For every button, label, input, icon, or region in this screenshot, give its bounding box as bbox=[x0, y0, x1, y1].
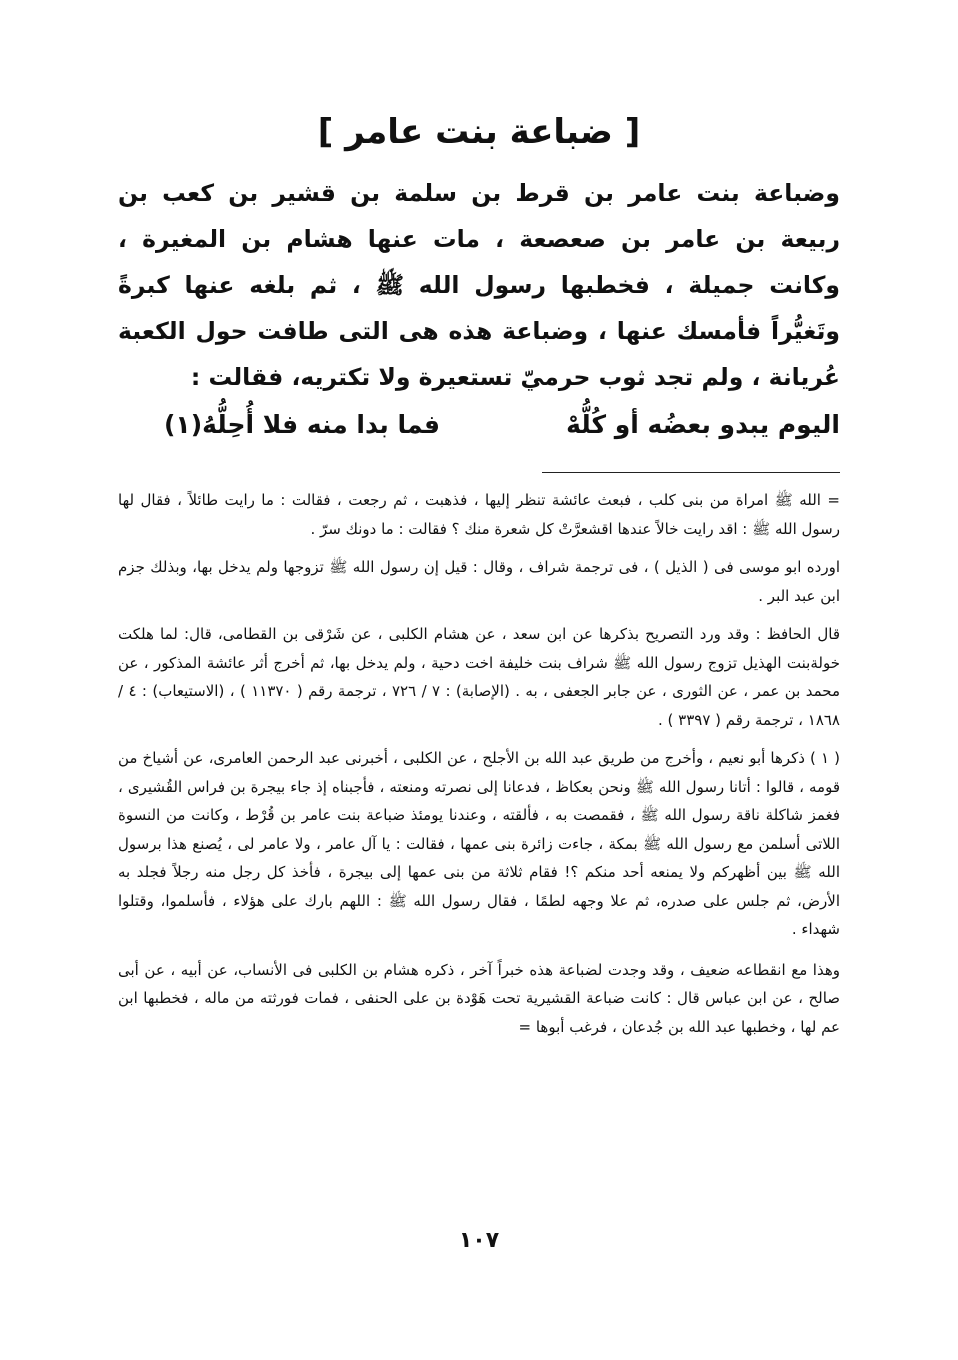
verse-hemistich-first: اليوم يبدو بعضُه أو كُلُّهْ bbox=[566, 410, 840, 439]
main-paragraph: وضباعة بنت عامر بن قرط بن سلمة بن قشير بن كعب بن ربيعة بن عامر بن صعصعة ، مات عنها هشام بن المغيرة ، وكانت جميلة ، فخطبها رسول الله ﷺ ، ثم بلغه عنها كبرةً وتَغيُّراً فأمسك عنها ، وضباعة هذه هى التى طافت حول الكعبة عُريانة ، ولم تجد ثوب حرميّ تستعيرة ولا تكتريه، فقالت : bbox=[118, 179, 840, 391]
footnote-paragraph: اورده ابو موسى فى ( الذيل ) ، فى ترجمة شراف ، وقال : قيل إن رسول الله ﷺ تزوجها ولم يدخل بها، وبذلك جزم ابن عبد البر . bbox=[118, 558, 840, 605]
footnote-separator bbox=[542, 472, 840, 473]
footnote-paragraph: وهذا مع انقطاعه ضعيف ، وقد وجدت لضباعة هذه خبراً آخر ، ذكره هشام بن الكلبى فى الأنساب، عن أبيه ، عن أبى صالح ، عن ابن عباس قال : كانت ضباعة القشيرية تحت هَوْدة بن على الحنفى ، فمات فورثته من ماله ، فخطبها ابن عم لها ، وخطبها عبد الله بن جُدعان ، فرغب أبوها = bbox=[118, 960, 840, 1036]
verse-hemistich-second: فما بدا منه فلا أُحِلُّهُ(١) bbox=[163, 410, 440, 439]
main-text bbox=[118, 170, 840, 400]
page-number: ١٠٧ bbox=[458, 1228, 500, 1253]
poetry-verse bbox=[118, 402, 840, 448]
footnote-1: ( ١ ) ذكرها أبو نعيم ، وأخرج من طريق عبد الله بن الأجلح ، عن الكلبى ، أخبرنى عبد الرحمن العامرى، عن أشياخ من قومه ، قالوا : أتانا رسول الله ﷺ ونحن بعكاظ ، فدعانا إلى نصرته ومنعته ، فأجبناه إذ جاء بيجرة بن فراس القُشيرى ، فغمز شاكلة ناقة رسول الله ﷺ ، فقمصت به ، فألقته ، وعندنا يومئذ ضباعة بنت عامر بن قُرْط ، وكانت من النسوة اللاتى أسلمن مع رسول الله ﷺ بمكة ، جاءت زائرة بنى عمها ، فقالت : يا آل عامر ، ولا عامر لى ، يُصنع هذا برسول الله ﷺ بين أظهركم ولا يمنعه أحد منكم ؟! فقام ثلاثة من بنى عمها إلى بيجرة ، فأخذ كل رجل منه رجلاً فجلد به الأرض، ثم جلس على صدره، ثم علا وجهه لطمًا ، فقال رسول الله ﷺ : اللهم بارك على هؤلاء ، فأسلموا، وقتلوا شهداء . bbox=[118, 749, 840, 938]
footnotes bbox=[118, 486, 840, 1051]
footnote-paragraph: قال الحافظ : وقد ورد التصريح بذكرها عن ابن سعد ، عن هشام الكلبى ، عن شَرْقى بن القطامى، قال: لما هلكت خولةبنت الهذيل تزوج رسول الله ﷺ شراف بنت خليفة اخت دحية ، ولم يدخل بها، ثم أخرج أثر عائشة المذكور ، عن محمد بن عمر ، عن الثورى ، عن جابر الجعفى ، به . (الإصابة) : ٧ / ٧٢٦ ، ترجمة رقم ( ١١٣٧٠ ) ، (الاستيعاب) : ٤ / ١٨٦٨ ، ترجمة رقم ( ٣٣٩٧ ) . bbox=[118, 625, 841, 729]
footnote-continuation: = الله ﷺ امراة من بنى كلب ، فبعث عائشة تنظر إليها ، فذهبت ، ثم رجعت ، فقالت : ما رايت طائلاً ، فقال لها رسول الله ﷺ : اقد رايت خالاً عندها اقشعرَّتْ كل شعرة منك ؟ فقالت : ما دونك سرّ . bbox=[118, 491, 840, 538]
section-title: [ ضباعة بنت عامر ] bbox=[317, 112, 641, 152]
